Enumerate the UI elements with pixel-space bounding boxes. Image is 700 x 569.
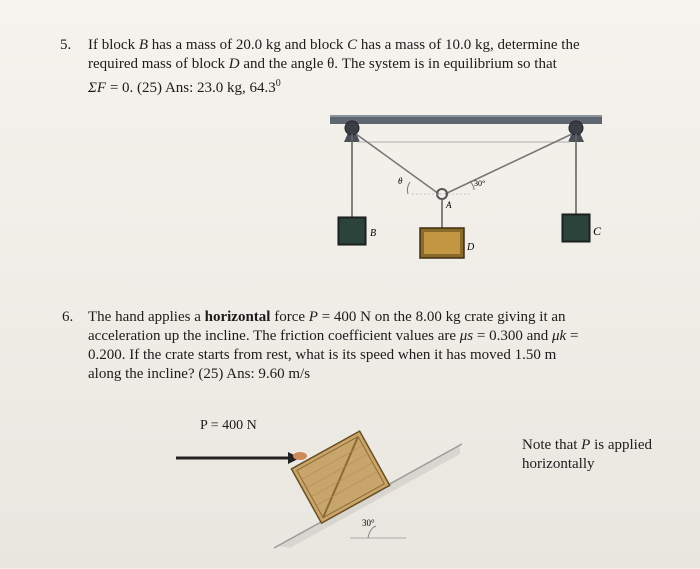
force-label: P = 400 N: [200, 418, 257, 433]
label-C: C: [593, 224, 602, 238]
problem-5-line-3: [88, 74, 648, 98]
problem-6-line-3: 0.200. If the crate starts from rest, what is its speed when it has moved 1.50 m: [88, 347, 557, 363]
label-D: D: [467, 242, 475, 253]
text-run: acceleration up the incline. The friction coefficient values are: [88, 328, 460, 344]
block-C-face: [564, 216, 588, 240]
bold-horizontal: horizontal: [204, 309, 271, 325]
label-angle-30: 30°: [474, 179, 486, 188]
text-run: If block: [88, 37, 139, 53]
left-pulley: [345, 121, 359, 135]
right-pulley: [569, 121, 583, 135]
text-run: The hand applies a: [88, 309, 205, 325]
sum-F: ΣF: [88, 80, 107, 96]
problem-5-number: 5.: [60, 37, 72, 53]
text-run: has a mass of 10.0 kg, determine the: [357, 37, 580, 53]
text-run: = 0. (25) Ans: 23.0 kg, 64.3: [106, 80, 276, 96]
mu-k: μk: [552, 328, 567, 344]
text-run: and the angle θ. The system is in equilibrium so that: [239, 56, 557, 72]
var-B: B: [138, 37, 148, 53]
block-D-face: [424, 232, 460, 254]
problem-6-text: [88, 308, 648, 384]
incline-diagram: [170, 414, 470, 564]
var-C: C: [347, 37, 358, 53]
var-D: D: [228, 56, 240, 72]
block-B-face: [340, 219, 364, 243]
ceiling-beam: [330, 116, 602, 124]
label-theta: θ: [398, 176, 403, 186]
hand-icon: [293, 452, 307, 460]
incline-figure: [170, 414, 470, 564]
pulley-figure: [322, 112, 612, 272]
label-A: A: [446, 200, 452, 210]
crate: [291, 431, 389, 523]
var-P: P: [308, 309, 318, 325]
text-run: is applied: [590, 437, 652, 453]
text-run: required mass of block: [88, 56, 229, 72]
text-run: = 400 N on the 8.00 kg crate giving it an: [317, 309, 566, 325]
problem-6-number: 6.: [62, 309, 74, 325]
problem-6-line-2: [88, 327, 648, 346]
problem-6-line-1: [88, 308, 648, 327]
text-run: has a mass of 20.0 kg and block: [148, 37, 348, 53]
text-run: = 0.300 and: [473, 328, 553, 344]
theta-arc: [407, 182, 410, 194]
note: [522, 436, 692, 474]
var-P: P: [581, 437, 591, 453]
degree-mark: 0: [275, 78, 281, 89]
incline-angle-label: 30°: [362, 518, 375, 528]
problem-5-line-1: [88, 36, 648, 55]
beam-highlight: [330, 115, 602, 117]
problem-5-text: [88, 36, 648, 98]
mu-s: μs: [459, 328, 474, 344]
right-inclined-cord: [445, 134, 572, 194]
text-run: Note that: [522, 437, 582, 453]
text-run: =: [566, 328, 579, 344]
text-run: force: [270, 309, 309, 325]
label-B: B: [370, 228, 377, 239]
note-line-2: horizontally: [522, 456, 595, 472]
note-line-1: [522, 436, 692, 455]
problem-6-line-4: along the incline? (25) Ans: 9.60 m/s: [88, 366, 311, 382]
problem-5-line-2: [88, 55, 648, 74]
pulley-diagram: [322, 112, 612, 272]
